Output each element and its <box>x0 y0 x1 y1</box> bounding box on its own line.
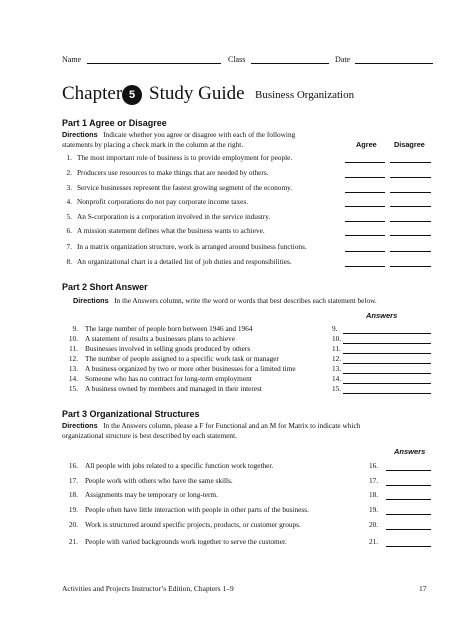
answer-blank[interactable] <box>386 470 431 471</box>
part3-answers-header: Answers <box>394 447 426 456</box>
answer-blank[interactable] <box>386 514 431 515</box>
statement-text: The most important role of business is to provide employment for people. <box>77 153 293 162</box>
name-label: Name <box>62 55 82 64</box>
answer-number: 16. <box>369 461 379 470</box>
statement-text: A business organized by two or more other businesses for a limited time <box>85 364 296 373</box>
item-number: 12. <box>68 354 78 363</box>
agree-checkbox-blank[interactable] <box>345 235 385 236</box>
answer-blank[interactable] <box>386 546 431 547</box>
study-guide-title: Study Guide <box>149 83 245 104</box>
statement-text: A mission statement defines what the business wants to achieve. <box>77 226 265 235</box>
answer-number: 11. <box>332 344 341 353</box>
name-blank[interactable] <box>87 63 221 64</box>
item-number: 9. <box>72 324 78 333</box>
item-number: 21. <box>68 537 78 546</box>
item-number: 17. <box>68 476 78 485</box>
statement-text: The number of people assigned to a specific work task or manager <box>85 354 279 363</box>
agree-checkbox-blank[interactable] <box>345 221 385 222</box>
item-number: 10. <box>68 334 78 343</box>
answer-number: 9. <box>332 324 338 333</box>
statement-text: A statement of results a businesses plans to achieve <box>85 334 235 343</box>
answer-blank[interactable] <box>343 343 431 344</box>
item-number: 16. <box>68 461 78 470</box>
date-blank[interactable] <box>355 63 433 64</box>
answer-number: 12. <box>332 354 342 363</box>
disagree-checkbox-blank[interactable] <box>390 177 431 178</box>
part2-answers-header: Answers <box>366 311 398 320</box>
answer-blank[interactable] <box>343 333 431 334</box>
chapter-subject: Business Organization <box>255 89 355 101</box>
statement-text: Businesses involved in selling goods produced by others <box>85 344 251 353</box>
disagree-checkbox-blank[interactable] <box>390 251 431 252</box>
item-number: 7. <box>66 242 72 251</box>
chapter-word: Chapter <box>62 83 123 104</box>
statement-text: All people with jobs related to a specific function work together. <box>85 461 274 470</box>
page-number: 17 <box>419 584 427 593</box>
item-number: 1. <box>66 153 72 162</box>
answer-number: 18. <box>369 490 379 499</box>
part3-directions-line2: organizational structure is best described by each statement. <box>62 430 237 440</box>
agree-checkbox-blank[interactable] <box>345 192 385 193</box>
answer-number: 17. <box>369 476 379 485</box>
answer-blank[interactable] <box>386 529 431 530</box>
item-number: 6. <box>66 226 72 235</box>
footer-text: Activities and Projects Instructor’s Edition, Chapters 1–9 <box>62 584 234 593</box>
part2-directions <box>73 296 443 306</box>
item-number: 8. <box>66 257 72 266</box>
item-number: 14. <box>68 374 78 383</box>
answer-blank[interactable] <box>386 485 431 486</box>
disagree-checkbox-blank[interactable] <box>390 162 431 163</box>
statement-text: Someone who has no contract for long-term employment <box>85 374 252 383</box>
part2-heading: Part 2 Short Answer <box>62 282 148 292</box>
statement-text: Nonprofit corporations do not pay corporate income taxes. <box>77 197 249 206</box>
answer-blank[interactable] <box>343 363 431 364</box>
item-number: 19. <box>68 505 78 514</box>
disagree-column-header: Disagree <box>394 140 425 149</box>
part3-directions <box>62 421 442 440</box>
statement-text: An S-corporation is a corporation involved in the service industry. <box>77 212 271 221</box>
answer-blank[interactable] <box>343 393 431 394</box>
item-number: 5. <box>66 212 72 221</box>
answer-number: 21. <box>369 537 379 546</box>
disagree-checkbox-blank[interactable] <box>390 266 431 267</box>
statement-text: Service businesses represent the fastest growing segment of the economy. <box>77 183 293 192</box>
statement-text: In a matrix organization structure, work is arranged around business functions. <box>77 242 307 251</box>
agree-column-header: Agree <box>356 140 377 149</box>
answer-blank[interactable] <box>343 353 431 354</box>
statement-text: Assignments may be temporary or long-term. <box>85 490 218 499</box>
statement-text: People often have little interaction with people in other parts of the business. <box>85 505 309 514</box>
answer-number: 10. <box>332 334 342 343</box>
statement-text: Producers use resources to make things that are needed by others. <box>77 168 269 177</box>
disagree-checkbox-blank[interactable] <box>390 221 431 222</box>
answer-number: 15. <box>332 384 342 393</box>
item-number: 18. <box>68 490 78 499</box>
part1-directions-line1: Indicate whether you agree or disagree with each of the following <box>103 130 296 139</box>
item-number: 4. <box>66 197 72 206</box>
statement-text: The large number of people born between 1946 and 1964 <box>85 324 253 333</box>
date-label: Date <box>335 55 351 64</box>
answer-number: 13. <box>332 364 342 373</box>
disagree-checkbox-blank[interactable] <box>390 235 431 236</box>
agree-checkbox-blank[interactable] <box>345 162 385 163</box>
part1-directions <box>62 130 392 149</box>
part3-directions-label: Directions <box>62 421 98 430</box>
agree-checkbox-blank[interactable] <box>345 206 385 207</box>
answer-blank[interactable] <box>343 373 431 374</box>
class-blank[interactable] <box>251 63 329 64</box>
statement-text: Work is structured around specific projects, products, or customer groups. <box>85 520 301 529</box>
statement-text: A business owned by members and managed in their interest <box>85 384 262 393</box>
answer-number: 20. <box>369 520 379 529</box>
part2-directions-text: In the Answers column, write the word or words that best describes each statement below. <box>114 296 377 305</box>
item-number: 15. <box>68 384 78 393</box>
answer-number: 14. <box>332 374 342 383</box>
item-number: 3. <box>66 183 72 192</box>
part2-directions-label: Directions <box>73 296 109 305</box>
disagree-checkbox-blank[interactable] <box>390 192 431 193</box>
statement-text: People work with others who have the same skills. <box>85 476 233 485</box>
item-number: 20. <box>68 520 78 529</box>
answer-blank[interactable] <box>386 499 431 500</box>
item-number: 2. <box>66 168 72 177</box>
answer-number: 19. <box>369 505 379 514</box>
class-label: Class <box>228 55 246 64</box>
agree-checkbox-blank[interactable] <box>345 266 385 267</box>
part1-heading: Part 1 Agree or Disagree <box>62 118 167 128</box>
answer-blank[interactable] <box>343 383 431 384</box>
statement-text: People with varied backgrounds work together to serve the customer. <box>85 537 287 546</box>
part3-heading: Part 3 Organizational Structures <box>62 409 200 419</box>
statement-text: An organizational chart is a detailed list of job duties and responsibilities. <box>77 257 292 266</box>
part1-directions-label: Directions <box>62 130 98 139</box>
disagree-checkbox-blank[interactable] <box>390 206 431 207</box>
agree-checkbox-blank[interactable] <box>345 251 385 252</box>
chapter-number-badge: 5 <box>122 85 142 105</box>
item-number: 13. <box>68 364 78 373</box>
part3-directions-line1: In the Answers column, please a F for Functional and an M for Matrix to indicate which <box>103 421 361 430</box>
item-number: 11. <box>69 344 78 353</box>
agree-checkbox-blank[interactable] <box>345 177 385 178</box>
part1-directions-line2: statements by placing a check mark in the column at the right. <box>62 139 244 149</box>
